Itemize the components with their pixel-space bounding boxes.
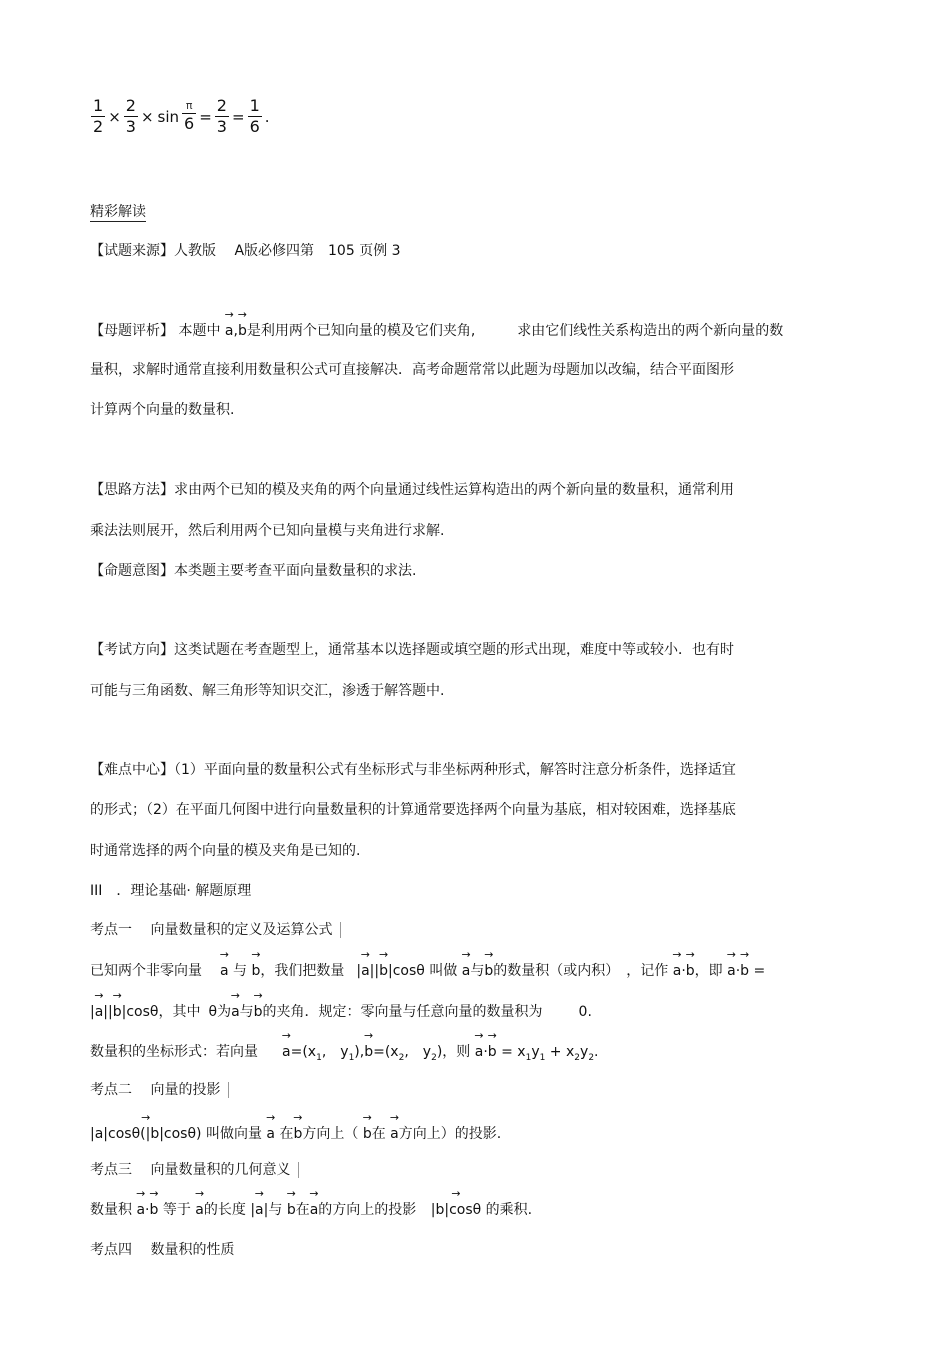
kp1-line-2: → |a|→ |b|cosθ，其中 θ为→ a与→ b的夹角．规定：零向量与任意向量的数量积为 0.	[90, 999, 592, 1021]
intent-line: 【命题意图】本类题主要考查平面向量数量积的求法.	[90, 563, 417, 579]
mother-eval-line-1: 【母题评析】 本题中 → a,→ b是利用两个已知向量的模及它们夹角, 求由它们线性关系构造出的两个新向量的数	[90, 318, 783, 340]
fraction: $\frac{2}{3}$	[216, 96, 227, 136]
direction-line-2: 可能与三角函数、解三角形等知识交汇，渗透于解答题中.	[90, 683, 445, 699]
kp3-title: 考点三 向量数量积的几何意义	[90, 1161, 299, 1179]
kp3-line: 数量积 → a·→ b 等于 → a的长度 → |a|与 → b在→ a的方向上的投影 → |b|cosθ 的乘积.	[90, 1197, 532, 1219]
difficulty-line-3: 时通常选择的两个向量的模及夹角是已知的.	[90, 843, 361, 859]
fraction: $\frac{2}{3}$	[125, 96, 136, 136]
section-heading: 精彩解读	[90, 204, 146, 220]
kp2-title: 考点二 向量的投影	[90, 1081, 229, 1099]
fraction: $\frac{1}{2}$	[93, 96, 104, 136]
source-line: 【试题来源】人教版 A版必修四第 105 页例 3	[90, 243, 401, 259]
vector-a: → a	[225, 318, 234, 340]
direction-line-1: 【考试方向】这类试题在考查题型上，通常基本以选择题或填空题的形式出现，难度中等或较小．也有时	[90, 642, 734, 658]
kp1-title: 考点一 向量数量积的定义及运算公式	[90, 921, 341, 939]
kp2-line: → |a|cosθ(|b|cosθ) 叫做向量 → a 在→ b方向上（ → b在 → a方向上）的投影.	[90, 1121, 501, 1143]
method-line-1: 【思路方法】求由两个已知的模及夹角的两个向量通过线性运算构造出的两个新向量的数量积，通常利用	[90, 482, 734, 498]
fraction: $\frac{\pi}{6}$	[184, 99, 195, 133]
difficulty-line-1: 【难点中心】（1）平面向量的数量积公式有坐标形式与非坐标两种形式，解答时注意分析条件，选择适宜	[90, 762, 736, 778]
method-line-2: 乘法法则展开，然后利用两个已知向量模与夹角进行求解.	[90, 523, 445, 539]
kp1-line-3: 数量积的坐标形式：若向量→ $a=(x_1$, $y_1),\to b=(x_2$, $y_2$)，则 → $a\cdot\to b = x_1y_1 + x_2y_2$.	[90, 1039, 599, 1067]
section-3-heading: III ．理论基础· 解题原理	[90, 883, 252, 899]
mother-eval-line-2: 量积，求解时通常直接利用数量积公式可直接解决．高考命题常常以此题为母题加以改编，结合平面图形	[90, 362, 734, 378]
mother-eval-line-3: 计算两个向量的数量积.	[90, 402, 235, 418]
fraction: $\frac{1}{6}$	[249, 96, 260, 136]
formula-line: $\frac{1}{2}$ × $\frac{2}{3}$ × sin $\frac{\pi}{6}$ = $\frac{2}{3}$ = $\frac{1}{6}$ .	[93, 96, 270, 136]
kp1-line-1: 已知两个非零向量→ a 与 → b，我们把数量→ |a|→ |b|cosθ 叫做 → a与→ b的数量积（或内积） ，记作 → a·→ b，即 → a·→ b =	[90, 958, 765, 980]
vector-b: → b	[238, 318, 247, 340]
kp4-title: 考点四 数量积的性质	[90, 1242, 235, 1258]
difficulty-line-2: 的形式；（2）在平面几何图中进行向量数量积的计算通常要选择两个向量为基底，相对较困难，选择基底	[90, 802, 736, 818]
